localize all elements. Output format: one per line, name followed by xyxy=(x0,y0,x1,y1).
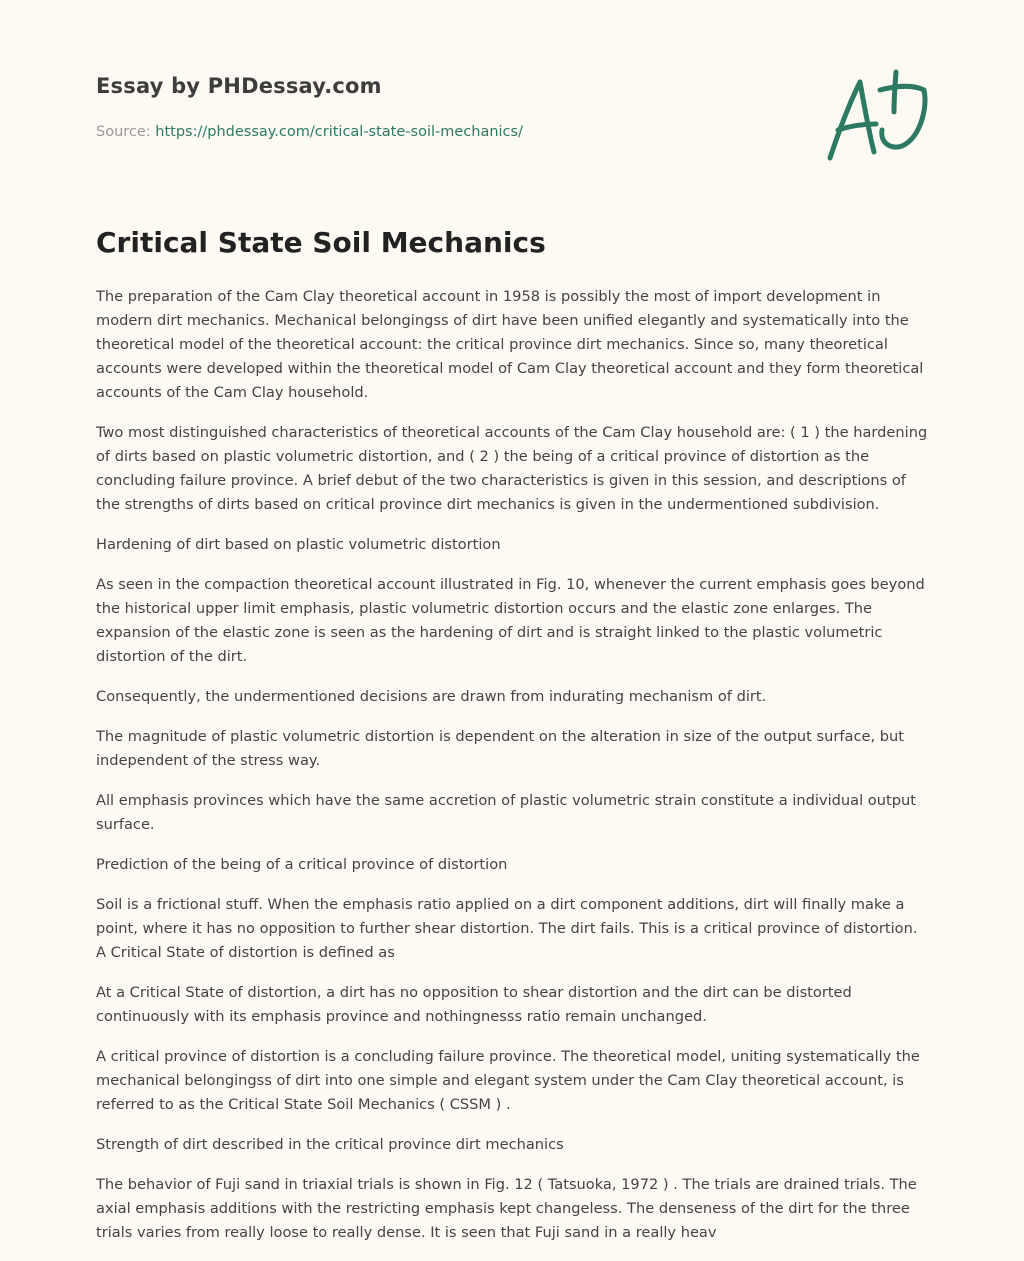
section-heading: Hardening of dirt based on plastic volumetric distortion xyxy=(96,536,501,553)
paragraph: As seen in the compaction theoretical account illustrated in Fig. 10, whenever the current emphasis goes beyond the historical upper limit emphasis, plastic volumetric distortion occurs and the elastic zone enlarges. The expansion of the elastic zone is seen as the hardening of dirt and is straight linked to the plastic volumetric distortion of the dirt. xyxy=(96,576,925,665)
paragraph: Two most distinguished characteristics of theoretical accounts of the Cam Clay household are: ( 1 ) the hardening of dirts based on plastic volumetric distortion, and ( 2 ) the being of a critical province of distortion as the concluding failure province. A brief debut of the two characteristics is given in this session, and descriptions of the strengths of dirts based on critical province dirt mechanics is given in the undermentioned subdivision. xyxy=(96,424,928,513)
paragraph: At a Critical State of distortion, a dirt has no opposition to shear distortion and the dirt can be distorted continuously with its emphasis province and nothingnesss ratio remain unchanged. xyxy=(96,984,852,1025)
a-plus-logo-icon[interactable] xyxy=(824,68,928,164)
paragraph: The preparation of the Cam Clay theoretical account in 1958 is possibly the most of import development in modern dirt mechanics. Mechanical belongingss of dirt have been unified elegantly and systematically into the theoretical model of the theoretical account: the critical province dirt mechanics. Since so, many theoretical accounts were developed within the theoretical model of Cam Clay theoretical account and they form theoretical accounts of the Cam Clay household. xyxy=(96,288,924,401)
paragraph: The behavior of Fuji sand in triaxial trials is shown in Fig. 12 ( Tatsuoka, 1972 ) . The trials are drained trials. The axial emphasis additions with the restricting emphasis kept changeless. The denseness of the dirt for the three trials varies from really loose to really dense. It is seen that Fuji sand in a really heav xyxy=(96,1176,917,1241)
paragraph: Consequently, the undermentioned decisions are drawn from indurating mechanism of dirt. xyxy=(96,688,767,705)
paragraph: A critical province of distortion is a concluding failure province. The theoretical model, uniting systematically the mechanical belongingss of dirt into one simple and elegant system under the Cam Clay theoretical account, is referred to as the Critical State Soil Mechanics ( CSSM ) . xyxy=(96,1048,920,1113)
section-heading: Prediction of the being of a critical province of distortion xyxy=(96,856,508,873)
source-label: Source: xyxy=(96,124,156,140)
paragraph: The magnitude of plastic volumetric distortion is dependent on the alteration in size of the output surface, but independent of the stress way. xyxy=(96,728,904,769)
essay-body xyxy=(96,285,928,1261)
source-line xyxy=(96,124,523,140)
site-title: Essay by PHDessay.com xyxy=(96,74,382,98)
paragraph: All emphasis provinces which have the same accretion of plastic volumetric strain constitute a individual output surface. xyxy=(96,792,916,833)
section-heading: Strength of dirt described in the critical province dirt mechanics xyxy=(96,1136,564,1153)
paragraph: Soil is a frictional stuff. When the emphasis ratio applied on a dirt component additions, dirt will finally make a point, where it has no opposition to further shear distortion. The dirt fails. This is a critical province of distortion. A Critical State of distortion is defined as xyxy=(96,896,918,961)
source-link[interactable]: https://phdessay.com/critical-state-soil-mechanics/ xyxy=(155,124,523,140)
essay-title: Critical State Soil Mechanics xyxy=(96,226,546,259)
